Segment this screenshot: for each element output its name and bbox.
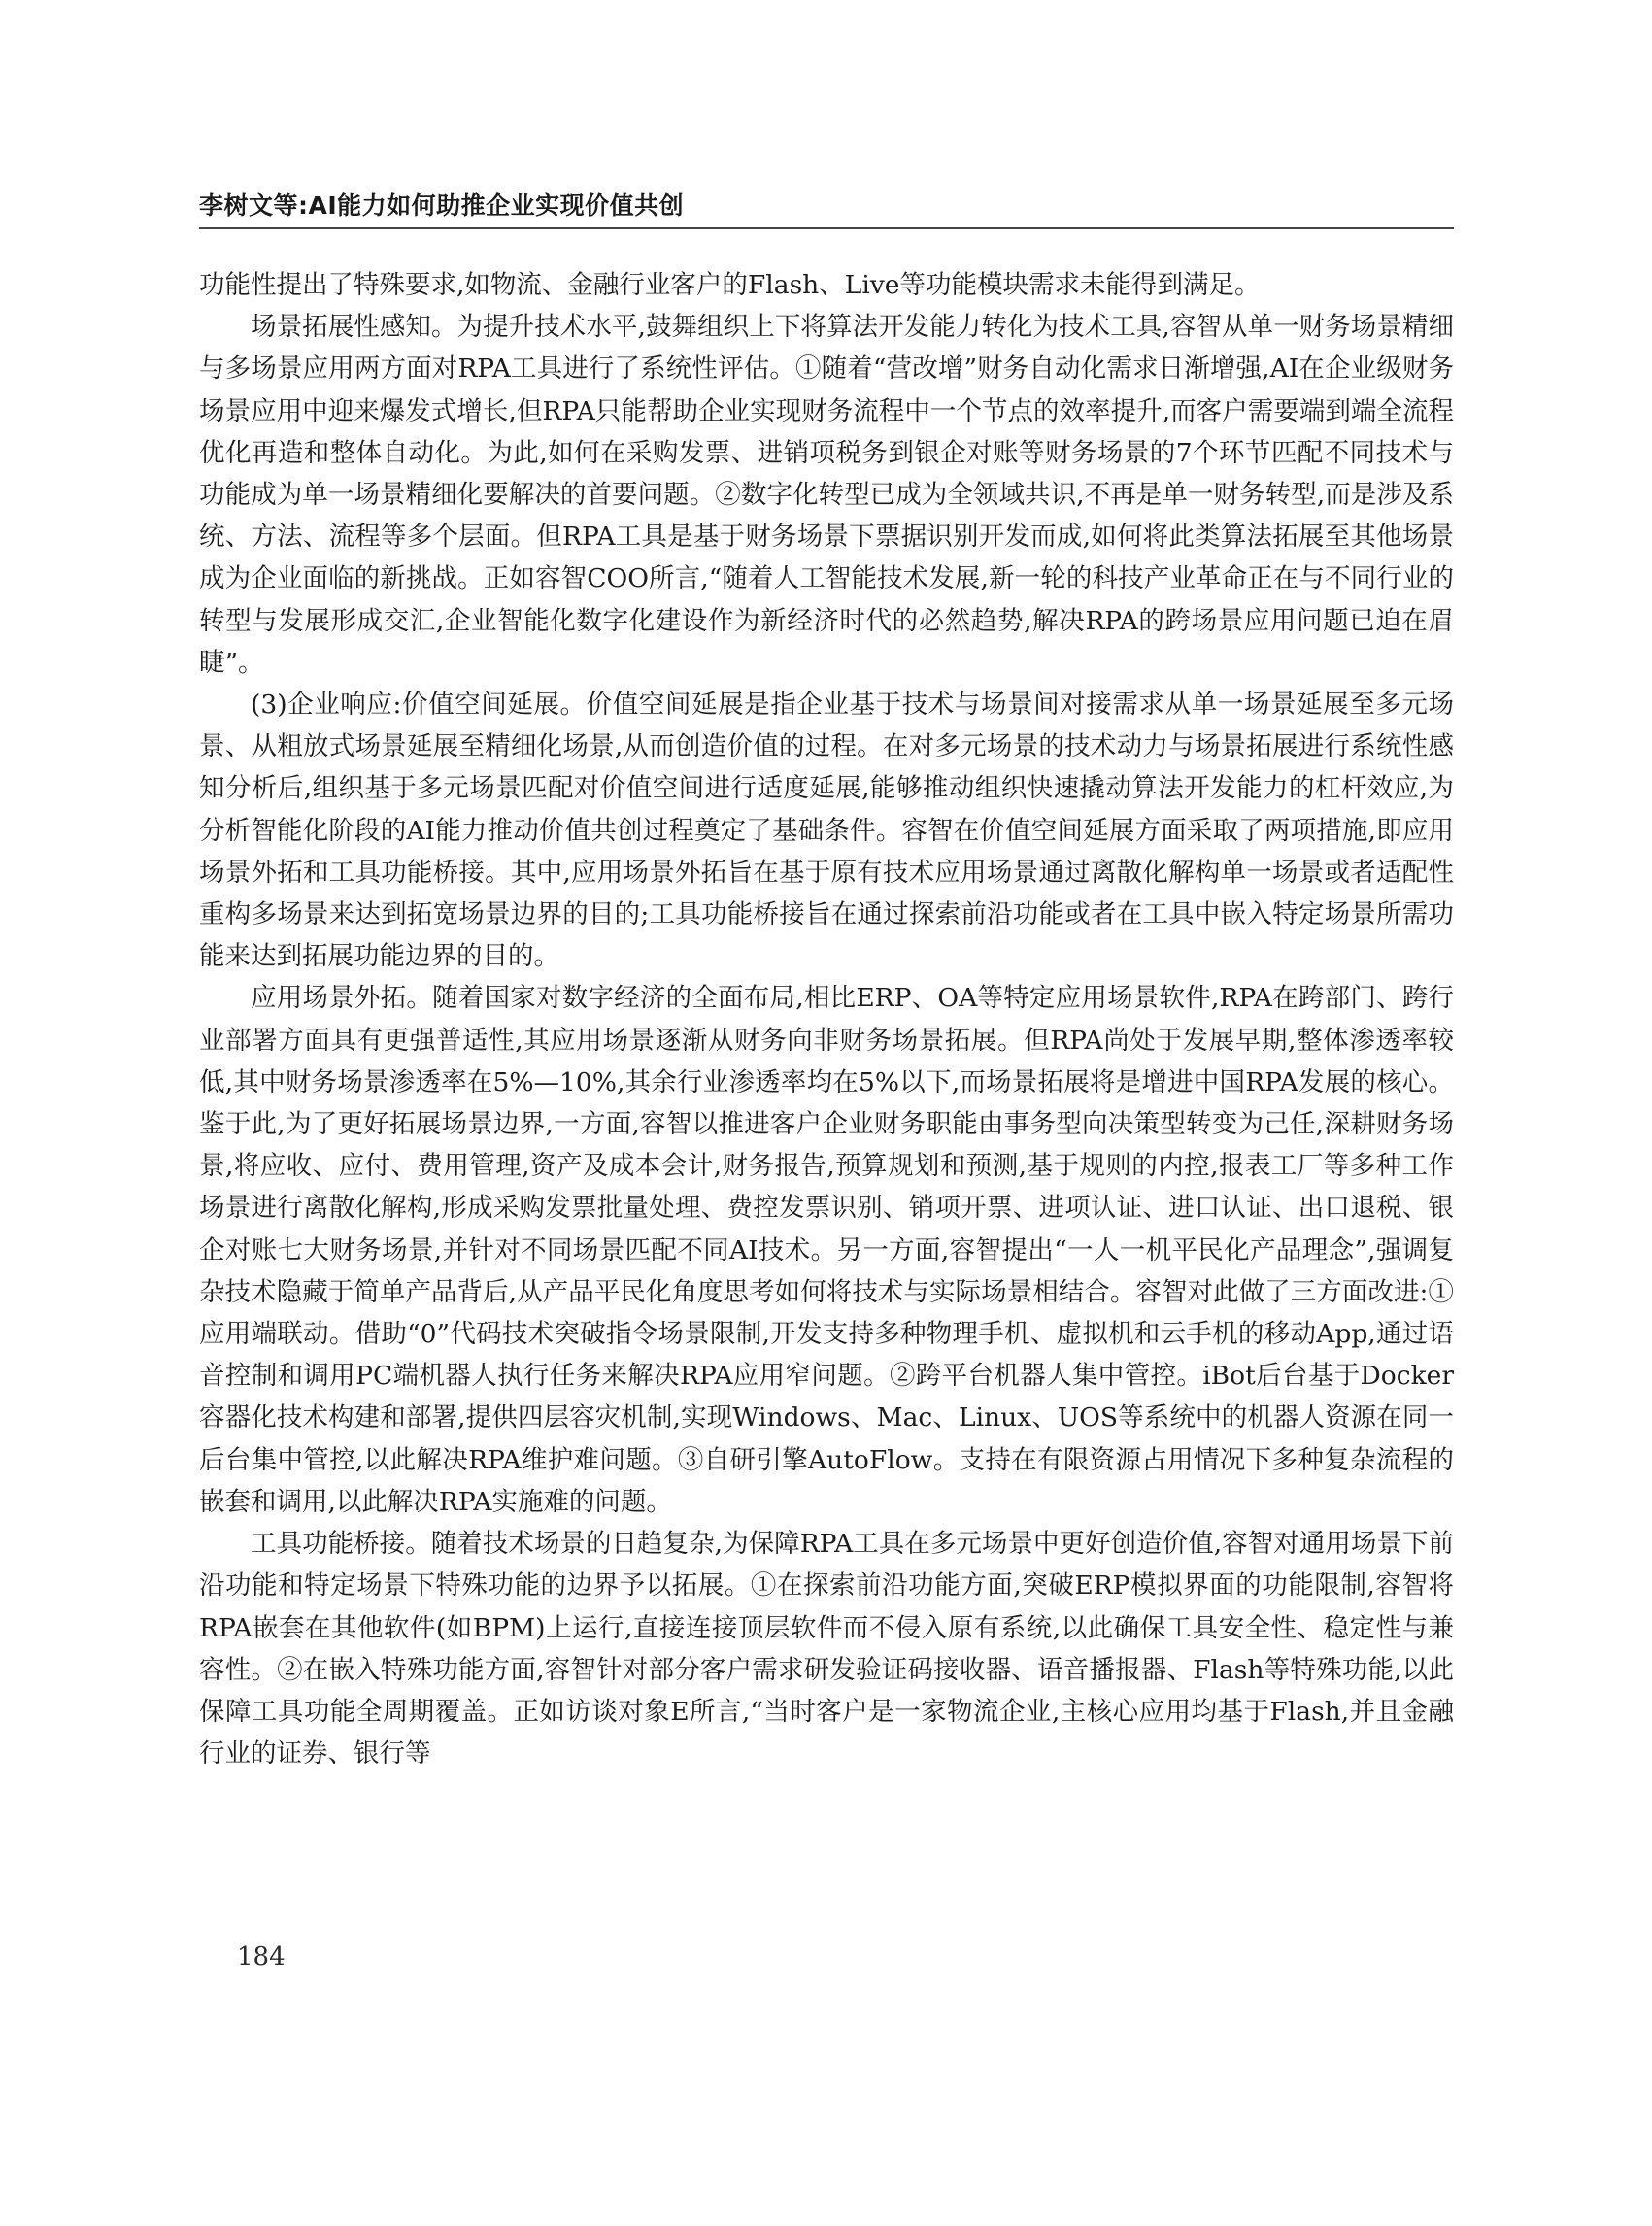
paragraph-continuation: 功能性提出了特殊要求,如物流、金融行业客户的Flash、Live等功能模块需求未能得到满足。 (199, 270, 1261, 300)
body-text (199, 264, 1454, 1774)
paragraph-scene-extensibility: 场景拓展性感知。为提升技术水平,鼓舞组织上下将算法开发能力转化为技术工具,容智从单一财务场景精细与多场景应用两方面对RPA工具进行了系统性评估。①随着“营改增”财务自动化需求日渐增强,AI在企业级财务场景应用中迎来爆发式增长,但RPA只能帮助企业实现财务流程中一个节点的效率提升,而客户需要端到端全流程优化再造和整体自动化。为此,如何在采购发票、进销项税务到银企对账等财务场景的7个环节匹配不同技术与功能成为单一场景精细化要解决的首要问题。②数字化转型已成为全领域共识,不再是单一财务转型,而是涉及系统、方法、流程等多个层面。但RPA工具是基于财务场景下票据识别开发而成,如何将此类算法拓展至其他场景成为企业面临的新挑战。正如容智COO所言,“随着人工智能技术发展,新一轮的科技产业革命正在与不同行业的转型与发展形成交汇,企业智能化数字化建设作为新经济时代的必然趋势,解决RPA的跨场景应用问题已迫在眉睫”。 (199, 312, 1454, 678)
header-rule (199, 227, 1454, 229)
page-number: 184 (237, 1942, 286, 1972)
running-head-title: 李树文等:AI能力如何助推企业实现价值共创 (199, 191, 685, 219)
paragraph-application-scene-expansion: 应用场景外拓。随着国家对数字经济的全面布局,相比ERP、OA等特定应用场景软件,RPA在跨部门、跨行业部署方面具有更强普适性,其应用场景逐渐从财务向非财务场景拓展。但RPA尚处于发展早期,整体渗透率较低,其中财务场景渗透率在5%—10%,其余行业渗透率均在5%以下,而场景拓展将是增进中国RPA发展的核心。鉴于此,为了更好拓展场景边界,一方面,容智以推进客户企业财务职能由事务型向决策型转变为己任,深耕财务场景,将应收、应付、费用管理,资产及成本会计,财务报告,预算规划和预测,基于规则的内控,报表工厂等多种工作场景进行离散化解构,形成采购发票批量处理、费控发票识别、销项开票、进项认证、进口认证、出口退税、银企对账七大财务场景,并针对不同场景匹配不同AI技术。另一方面,容智提出“一人一机平民化产品理念”,强调复杂技术隐藏于简单产品背后,从产品平民化角度思考如何将技术与实际场景相结合。容智对此做了三方面改进:①应用端联动。借助“0”代码技术突破指令场景限制,开发支持多种物理手机、虚拟机和云手机的移动App,通过语音控制和调用PC端机器人执行任务来解决RPA应用窄问题。②跨平台机器人集中管控。iBot后台基于Docker容器化技术构建和部署,提供四层容灾机制,实现Windows、Mac、Linux、UOS等系统中的机器人资源在同一后台集中管控,以此解决RPA维护难问题。③自研引擎AutoFlow。支持在有限资源占用情况下多种复杂流程的嵌套和调用,以此解决RPA实施难的问题。 (199, 983, 1454, 1517)
paragraph-tool-function-bridging: 工具功能桥接。随着技术场景的日趋复杂,为保障RPA工具在多元场景中更好创造价值,容智对通用场景下前沿功能和特定场景下特殊功能的边界予以拓展。①在探索前沿功能方面,突破ERP模拟界面的功能限制,容智将RPA嵌套在其他软件(如BPM)上运行,直接连接顶层软件而不侵入原有系统,以此确保工具安全性、稳定性与兼容性。②在嵌入特殊功能方面,容智针对部分客户需求研发验证码接收器、语音播报器、Flash等特殊功能,以此保障工具功能全周期覆盖。正如访谈对象E所言,“当时客户是一家物流企业,主核心应用均基于Flash,并且金融行业的证券、银行等 (199, 1529, 1454, 1770)
paragraph-value-space-extension: (3)企业响应:价值空间延展。价值空间延展是指企业基于技术与场景间对接需求从单一场景延展至多元场景、从粗放式场景延展至精细化场景,从而创造价值的过程。在对多元场景的技术动力与场景拓展进行系统性感知分析后,组织基于多元场景匹配对价值空间进行适度延展,能够推动组织快速撬动算法开发能力的杠杆效应,为分析智能化阶段的AI能力推动价值共创过程奠定了基础条件。容智在价值空间延展方面采取了两项措施,即应用场景外拓和工具功能桥接。其中,应用场景外拓旨在基于原有技术应用场景通过离散化解构单一场景或者适配性重构多场景来达到拓宽场景边界的目的;工具功能桥接旨在通过探索前沿功能或者在工具中嵌入特定场景所需功能来达到拓展功能边界的目的。 (199, 690, 1454, 972)
